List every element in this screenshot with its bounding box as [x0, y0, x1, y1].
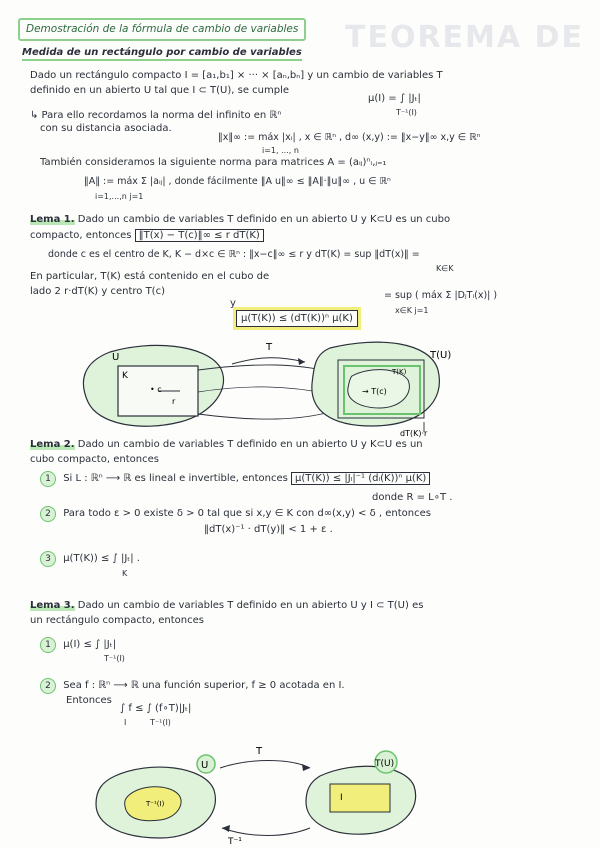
lemma1-line2-text: compacto, entonces	[30, 230, 132, 241]
lemma1-line4: En particular, T(K) está contenido en el cubo de	[30, 271, 270, 282]
diagram1-label-tc: → T(c)	[362, 387, 387, 396]
diagram1-label-tu: T(U)	[430, 350, 452, 361]
lemma3-item2-line2: Entonces	[66, 695, 112, 706]
lemma2-item1-text: Si L : ℝⁿ ⟶ ℝ es lineal e invertible, entonces	[63, 473, 288, 484]
section-p1-formula: μ(I) = ∫ |Jₜ|	[368, 93, 421, 104]
lemma3-item1-number: 1	[40, 637, 56, 653]
section-p2-line1: ↳ Para ello recordamos la norma del infinito en ℝⁿ	[30, 110, 282, 121]
diagram1-label-k: K	[122, 371, 128, 381]
lemma1-line5-y: y	[230, 298, 236, 309]
lemma1-boxed-formula: ‖T(x) − T(c)‖∞ ≤ r dT(K)	[135, 229, 264, 242]
lemma1-line3: donde c es el centro de K, K − d×c ∈ ℝⁿ : ‖x−c‖∞ ≤ r y dT(K) = sup ‖dT(x)‖ =	[48, 249, 420, 260]
lemma1-line1	[30, 213, 450, 226]
section-p2-formula: ‖x‖∞ := máx |xᵢ| , x ∈ ℝⁿ , d∞ (x,y) := ‖x−y‖∞ x,y ∈ ℝⁿ	[218, 132, 481, 143]
lemma1-line3-sub: K∈K	[436, 264, 454, 273]
diagram1-label-c: • c	[150, 385, 162, 394]
diagram1-label-dt: dT(K)·r	[400, 429, 428, 438]
lemma2-item1-boxed: μ(T(K)) ≤ |Jₗ|⁻¹ (dₗ(K))ⁿ μ(K)	[291, 472, 430, 485]
diagram2-label-i: I	[340, 793, 343, 803]
section-p1-line1: Dado un rectángulo compacto I = [a₁,b₁] × ··· × [aₙ,bₙ] y un cambio de variables T	[30, 70, 443, 81]
lemma1-line1-text: Dado un cambio de variables T definido en un abierto U y K⊂U es un cubo	[77, 214, 451, 225]
diagram2-label-u: U	[201, 760, 209, 771]
section-p3-line1: También consideramos la siguiente norma para matrices A = (aᵢⱼ)ⁿᵢ,ⱼ₌₁	[40, 157, 387, 168]
lemma1-line4-right: = sup ( máx Σ |DⱼTᵢ(x)| )	[384, 290, 498, 301]
lemma2-item3-number: 3	[40, 551, 56, 567]
lemma3-item2-sub-right: T⁻¹(I)	[150, 718, 171, 727]
lemma2-item2-formula: ‖dT(x)⁻¹ · dT(y)‖ < 1 + ε .	[204, 524, 333, 535]
lemma3-line1-text: Dado un cambio de variables T definido en un abierto U y I ⊂ T(U) es	[77, 600, 424, 611]
lemma3-line2: un rectángulo compacto, entonces	[30, 615, 204, 626]
page-title: Demostración de la fórmula de cambio de variables	[18, 18, 306, 41]
lemma2-item2-number: 2	[40, 506, 56, 522]
lemma2-item2-text: Para todo ε > 0 existe δ > 0 tal que si x,y ∈ K con d∞(x,y) < δ , entonces	[63, 508, 431, 519]
section-p1-formula-sub: T⁻¹(I)	[396, 108, 417, 117]
lemma2-label: Lema 2.	[30, 439, 75, 450]
lemma2-item1	[40, 471, 430, 487]
lemma1-line4-right-sub: x∈K j=1	[395, 306, 429, 315]
diagram2-label-tu: T(U)	[375, 759, 395, 769]
section-p1-line2: definido en un abierto U tal que I ⊂ T(U), se cumple	[30, 85, 290, 96]
lemma2-line1-text: Dado un cambio de variables T definido en un abierto U y K⊂U es un	[77, 439, 423, 450]
diagram1-label-tk: T(K)	[392, 368, 407, 376]
diagram1-label-r: r	[172, 397, 176, 406]
lemma3-label: Lema 3.	[30, 600, 75, 611]
background-ghost-heading: TEOREMA DE	[345, 20, 584, 55]
section-p3-formula: ‖A‖ := máx Σ |aᵢⱼ| , donde fácilmente ‖A u‖∞ ≤ ‖A‖·‖u‖∞ , u ∈ ℝⁿ	[84, 176, 391, 187]
diagram2-label-t: T	[256, 746, 263, 757]
lemma2-item3	[40, 551, 140, 567]
diagram2-label-tinv: T⁻¹	[228, 837, 242, 846]
diagram1-label-u: U	[112, 352, 120, 363]
lemma3-item2	[40, 678, 345, 694]
lemma2-item2	[40, 506, 431, 522]
lemma3-item1-sub: T⁻¹(I)	[104, 654, 125, 663]
lemma2-item3-sub: K	[122, 569, 128, 578]
lemma3-item2-sub-left: I	[124, 718, 127, 727]
lemma1-line2	[30, 229, 264, 242]
lemma1-label: Lema 1.	[30, 214, 75, 225]
diagram1-label-t: T	[266, 342, 273, 353]
lemma3-item1	[40, 637, 116, 653]
lemma2-line1	[30, 438, 423, 451]
lemma2-item1-where: donde R = L∘T .	[372, 492, 453, 503]
lemma3-item2-number: 2	[40, 678, 56, 694]
lemma3-item2-text: Sea f : ℝⁿ ⟶ ℝ una función superior, f ≥ 0 acotada en I.	[63, 680, 345, 691]
diagram2-label-tinv-i: T⁻¹(I)	[146, 800, 165, 808]
section-heading: Medida de un rectángulo por cambio de variables	[22, 46, 302, 61]
lemma3-item2-formula: ∫ f ≤ ∫ (f∘T)|Jₜ|	[120, 703, 192, 714]
section-p2-formula-sub: i=1, ..., n	[262, 146, 299, 155]
lemma3-line1	[30, 599, 423, 612]
lemma2-item3-formula: μ(T(K)) ≤ ∫ |Jₜ| .	[63, 553, 140, 564]
lemma1-measure-formula: μ(T(K)) ≤ (dT(K))ⁿ μ(K)	[236, 310, 358, 327]
diagram-cube-image	[0, 322, 600, 440]
lemma2-item1-number: 1	[40, 471, 56, 487]
diagram-rectangle-image	[0, 740, 600, 846]
section-p3-formula-sub: i=1,...,n j=1	[95, 192, 144, 201]
rectangle-i-shape	[330, 784, 390, 812]
lemma1-line5: lado 2 r·dT(K) y centro T(c)	[30, 286, 165, 297]
lemma3-item1-formula: μ(I) ≤ ∫ |Jₜ|	[63, 639, 117, 650]
lemma2-line2: cubo compacto, entonces	[30, 454, 159, 465]
section-p2-line2: con su distancia asociada.	[40, 123, 172, 134]
